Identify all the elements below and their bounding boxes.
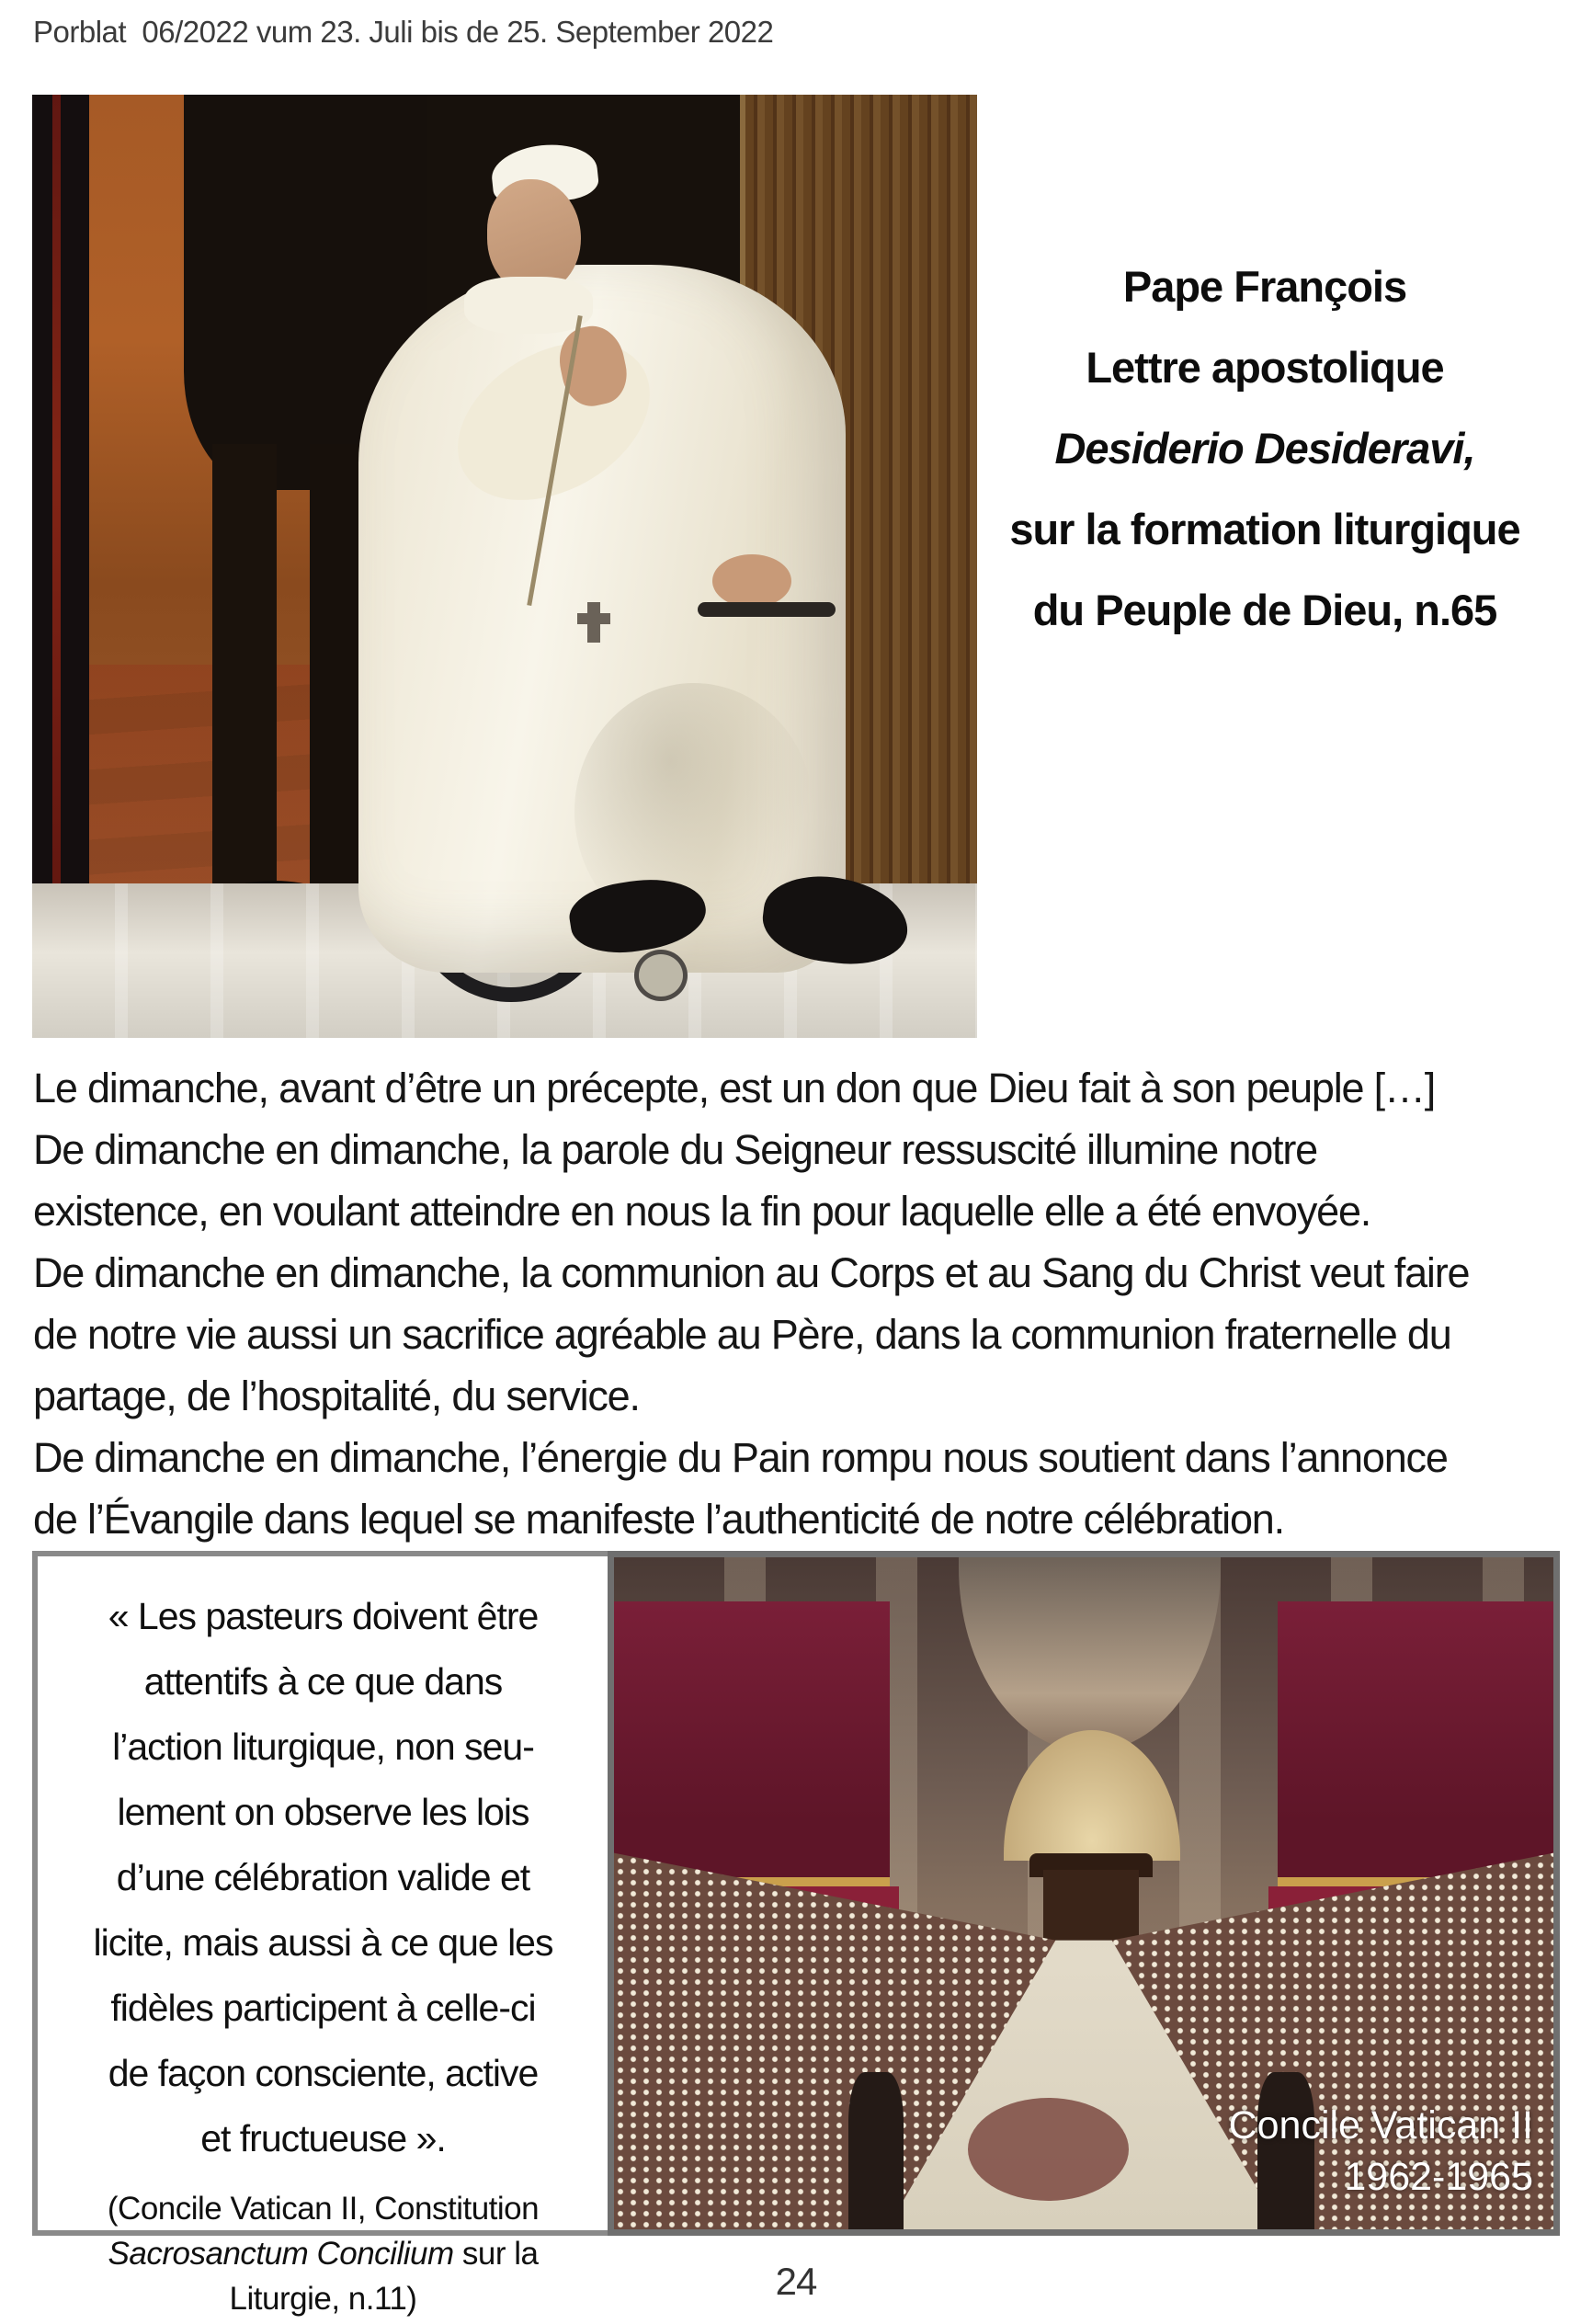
wheelchair-armrest (698, 602, 836, 617)
citation-line-rest: sur la (453, 2236, 539, 2272)
caption-line: 1962-1965 (1344, 2155, 1533, 2199)
quote-line: et fructueuse ». (200, 2117, 446, 2159)
pope-photo-figure-leg (212, 444, 277, 913)
quote-text (38, 1584, 608, 2171)
body-line: De dimanche en dimanche, la parole du Seigneur ressuscité illumine notre (33, 1126, 1317, 1173)
pope-francis-photo (32, 95, 977, 1038)
title-line-reference: du Peuple de Dieu, n.65 (1032, 586, 1497, 634)
council-photo-floor-medallion (968, 2098, 1129, 2201)
title-line-type: Lettre apostolique (1086, 343, 1444, 392)
citation-line: (Concile Vatican II, Constitution (107, 2191, 540, 2227)
quote-box (32, 1551, 614, 2317)
council-photo-cleric-figure (848, 2072, 904, 2236)
council-photo-red-drapery-right (1278, 1601, 1553, 1886)
council-photo-caption (1229, 2100, 1533, 2203)
quote-line: fidèles participent à celle-ci (110, 1987, 536, 2029)
title-line-document-name: Desiderio Desideravi, (1054, 424, 1475, 473)
quote-line: l’action liturgique, non seu- (112, 1726, 534, 1768)
title-block (993, 246, 1537, 651)
quote-line: « Les pasteurs doivent être (108, 1595, 539, 1637)
title-line-subject: sur la formation liturgique (1009, 505, 1520, 553)
title-line-author: Pape François (1122, 262, 1407, 311)
quote-line: d’une célébration valide et (116, 1856, 530, 1898)
quote-line: lement on observe les lois (117, 1791, 529, 1833)
wheelchair-caster (634, 950, 688, 1001)
quote-line: attentifs à ce que dans (143, 1660, 503, 1703)
page-number: 24 (775, 2260, 817, 2303)
body-line: de l’Évangile dans lequel se manifeste l’authenticité de notre célébration. (33, 1496, 1284, 1543)
pope-resting-hand (712, 554, 791, 608)
body-line: partage, de l’hospitalité, du service. (33, 1373, 640, 1419)
quote-line: licite, mais aussi à ce que les (93, 1921, 553, 1964)
body-line: existence, en voulant atteindre en nous la fin pour laquelle elle a été envoyée. (33, 1188, 1371, 1235)
citation-line: Liturgie, n.11) (229, 2281, 417, 2317)
pope-collar (464, 277, 593, 334)
body-line: de notre vie aussi un sacrifice agréable au Père, dans la communion fraternelle du (33, 1311, 1451, 1358)
body-line: Le dimanche, avant d’être un précepte, est un don que Dieu fait à son peuple […] (33, 1065, 1436, 1111)
vatican-council-photo (608, 1551, 1560, 2236)
body-line: De dimanche en dimanche, la communion au Corps et au Sang du Christ veut faire (33, 1249, 1470, 1296)
page-header: Porblat 06/2022 vum 23. Juli bis de 25. September 2022 (33, 15, 774, 49)
caption-line: Concile Vatican II (1228, 2103, 1533, 2147)
body-text (33, 1057, 1586, 1550)
council-photo-red-drapery-left (614, 1601, 890, 1886)
pope-pectoral-cross (577, 613, 610, 624)
body-line: De dimanche en dimanche, l’énergie du Pain rompu nous soutient dans l’annonce (33, 1434, 1448, 1481)
quote-line: de façon consciente, active (108, 2052, 539, 2094)
citation-work-title: Sacrosanctum Concilium (108, 2236, 454, 2272)
